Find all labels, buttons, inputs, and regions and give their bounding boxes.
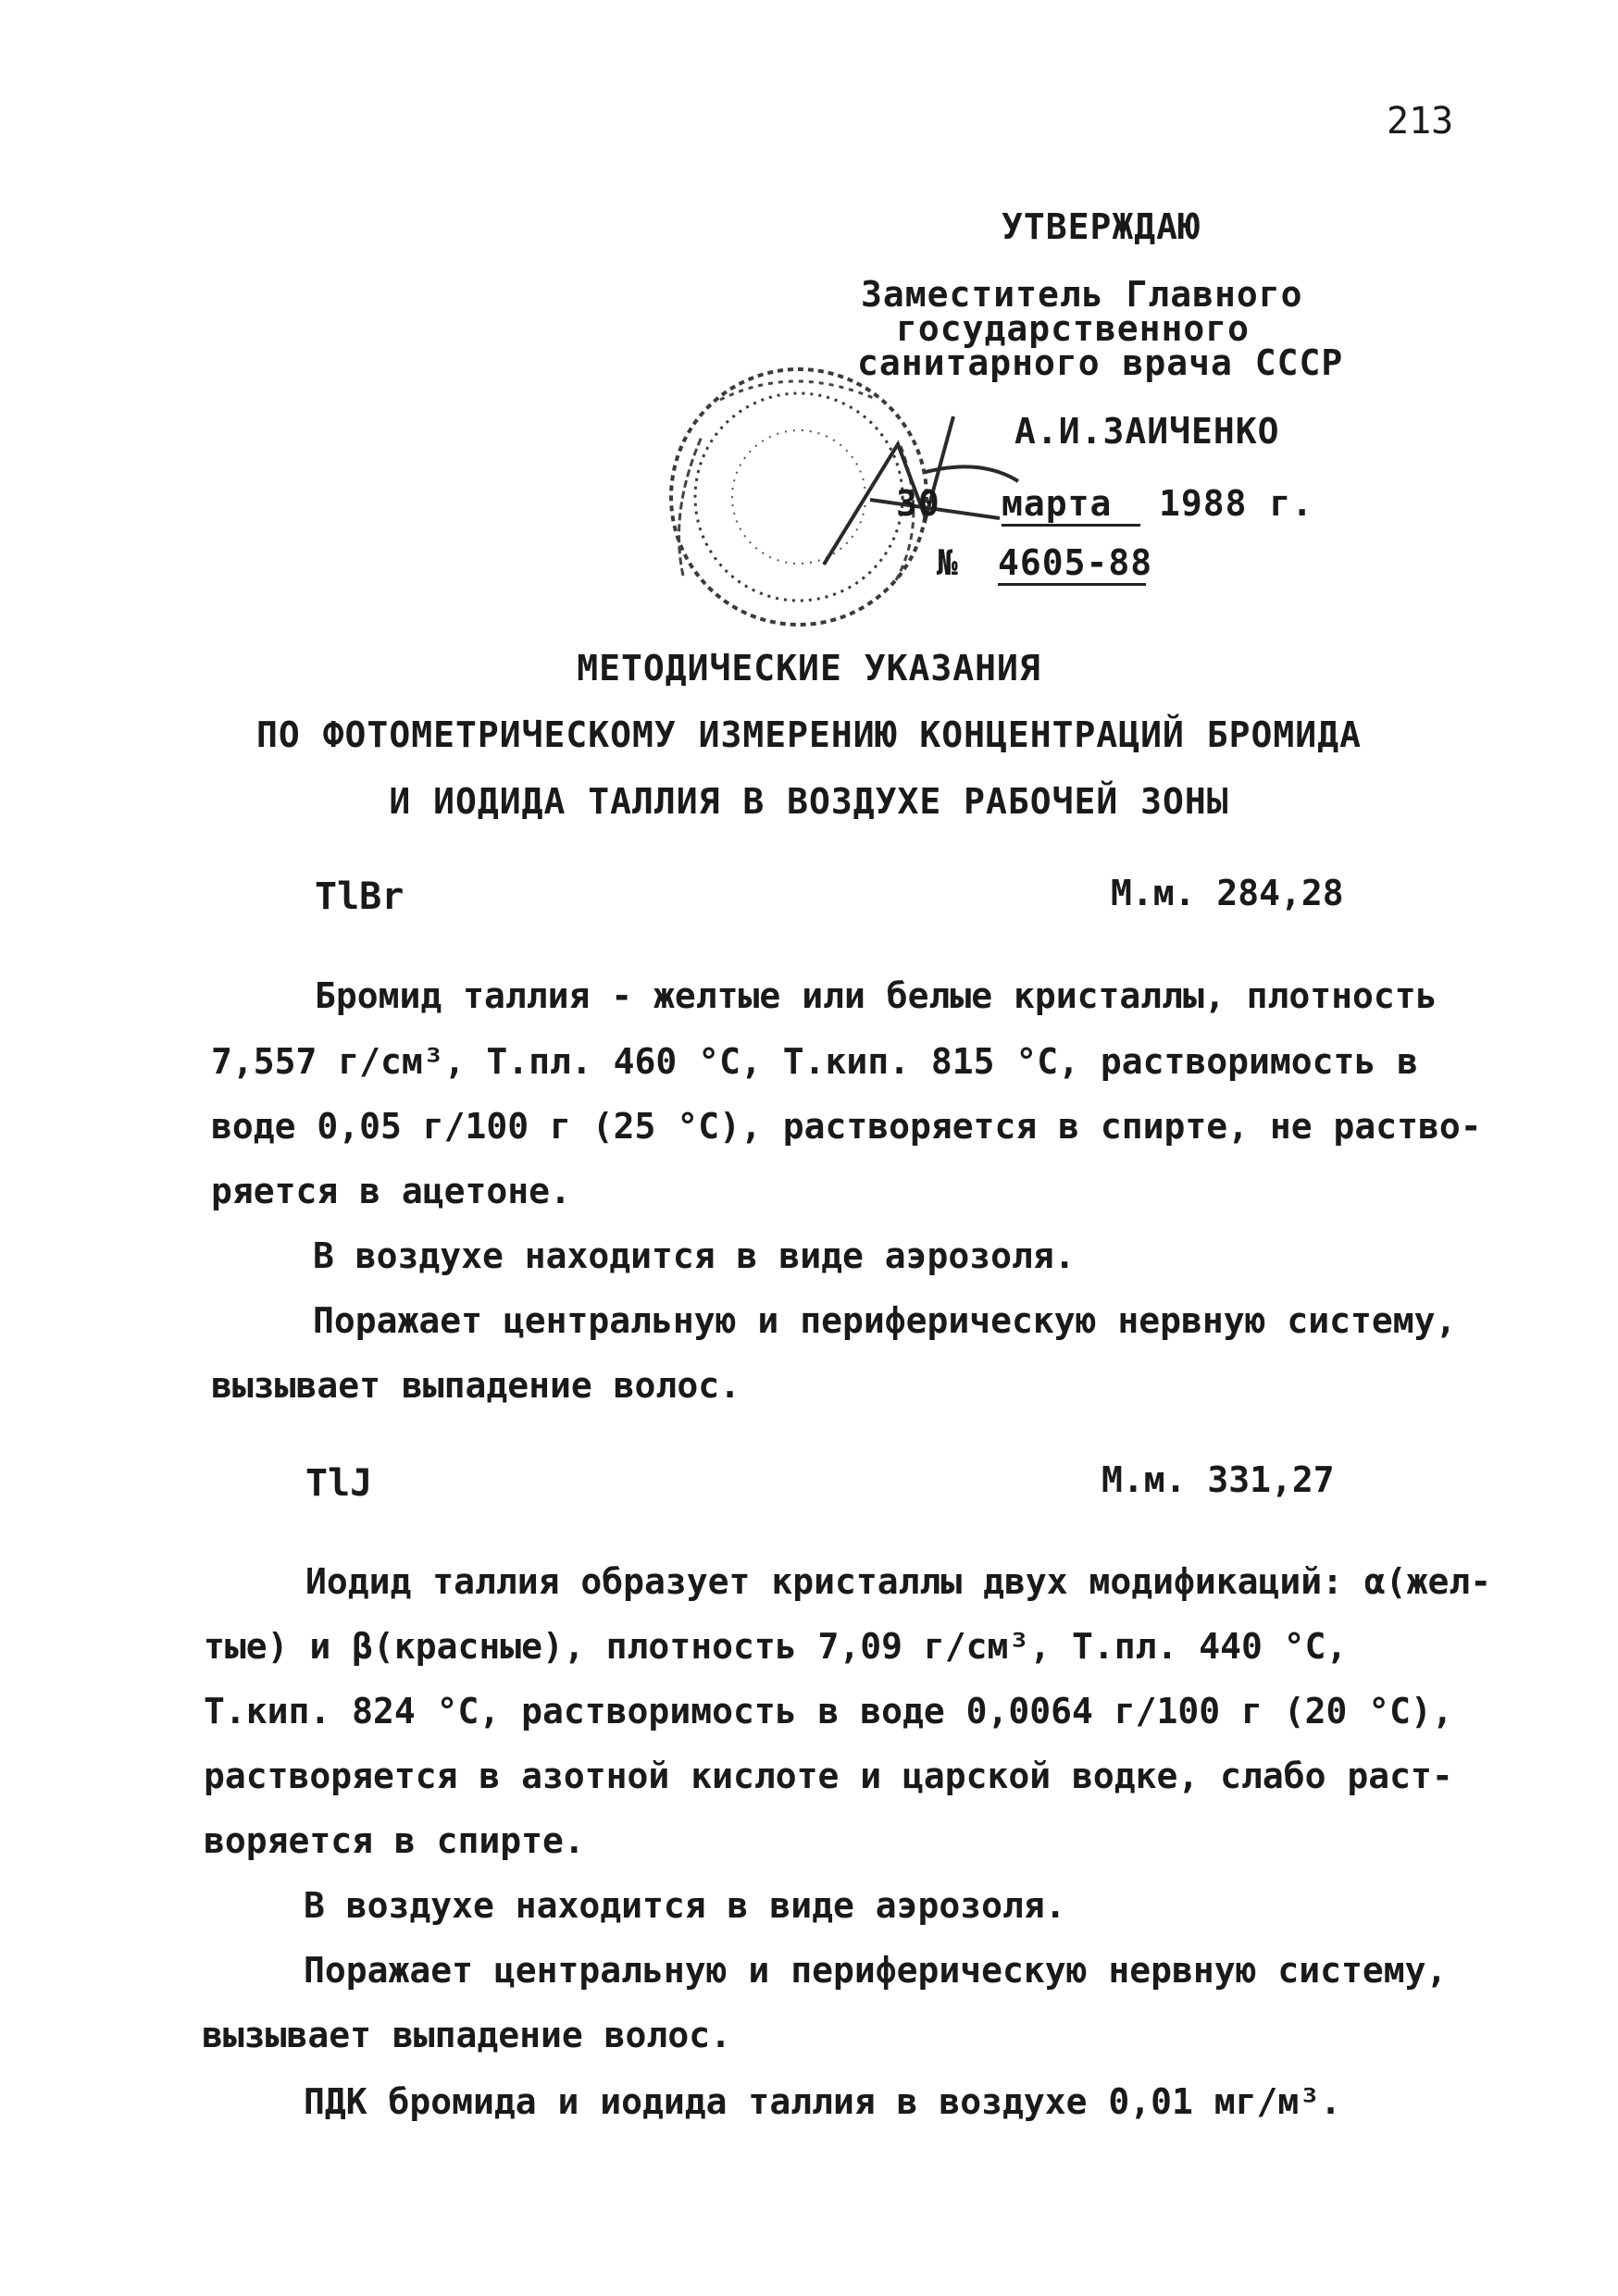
paragraph-line: Иодид таллия образует кристаллы двух модификаций: α(жел- — [305, 1561, 1492, 1602]
paragraph-line: Поражает центральную и периферическую нервную систему, — [313, 1300, 1457, 1341]
paragraph-line: воряется в спирте. — [204, 1820, 585, 1861]
pdk-line: ПДК бромида и иодида таллия в воздухе 0,01 мг/м³. — [304, 2081, 1342, 2122]
paragraph-line: растворяется в азотной кислоте и царской водке, слабо раст- — [204, 1756, 1453, 1796]
paragraph-line: Бромид таллия - желтые или белые кристаллы, плотность — [315, 975, 1438, 1016]
paragraph-line: 7,557 г/см³, Т.пл. 460 °С, Т.кип. 815 °С, растворимость в — [211, 1041, 1419, 1082]
substance-molar-mass: М.м. 284,28 — [1111, 873, 1344, 913]
page-number: 213 — [1387, 100, 1454, 143]
title-line2: ПО ФОТОМЕТРИЧЕСКОМУ ИЗМЕРЕНИЮ КОНЦЕНТРАЦИЙ БРОМИДА — [256, 714, 1362, 755]
paragraph-line: Поражает центральную и периферическую нервную систему, — [304, 1950, 1448, 1991]
approval-date-year: 1988 г. — [1159, 483, 1314, 524]
approval-signatory: А.И.ЗАИЧЕНКО — [1014, 411, 1280, 452]
approval-heading: УТВЕРЖДАЮ — [1002, 206, 1201, 247]
substance-formula: TlJ — [305, 1462, 373, 1505]
approval-number-prefix: № — [937, 542, 959, 583]
paragraph-line: ряется в ацетоне. — [211, 1171, 571, 1211]
approval-number: 4605-88 — [998, 542, 1146, 586]
approval-date-month: марта — [1002, 483, 1140, 527]
substance-formula: TlBr — [315, 875, 404, 918]
approval-position-line2: государственного — [896, 308, 1251, 349]
approval-position-line1: Заместитель Главного — [861, 274, 1303, 315]
paragraph-line: вызывает выпадение волос. — [211, 1365, 741, 1406]
title-line3: И ИОДИДА ТАЛЛИЯ В ВОЗДУХЕ РАБОЧЕЙ ЗОНЫ — [389, 781, 1229, 822]
paragraph-line: Т.кип. 824 °С, растворимость в воде 0,0064 г/100 г (20 °С), — [204, 1691, 1453, 1731]
paragraph-line: В воздухе находится в виде аэрозоля. — [304, 1885, 1066, 1926]
paragraph-line: В воздухе находится в виде аэрозоля. — [313, 1235, 1076, 1276]
paragraph-line: тые) и β(красные), плотность 7,09 г/см³, Т.пл. 440 °С, — [204, 1626, 1348, 1667]
paragraph-line: воде 0,05 г/100 г (25 °С), растворяется в спирте, не раство- — [211, 1106, 1482, 1147]
approval-position-line3: санитарного врача СССР — [857, 342, 1344, 383]
substance-molar-mass: М.м. 331,27 — [1101, 1459, 1335, 1500]
title-line1: МЕТОДИЧЕСКИЕ УКАЗАНИЯ — [577, 648, 1041, 689]
paragraph-line: вызывает выпадение волос. — [202, 2015, 731, 2055]
approval-date-day: 30 — [896, 483, 940, 524]
